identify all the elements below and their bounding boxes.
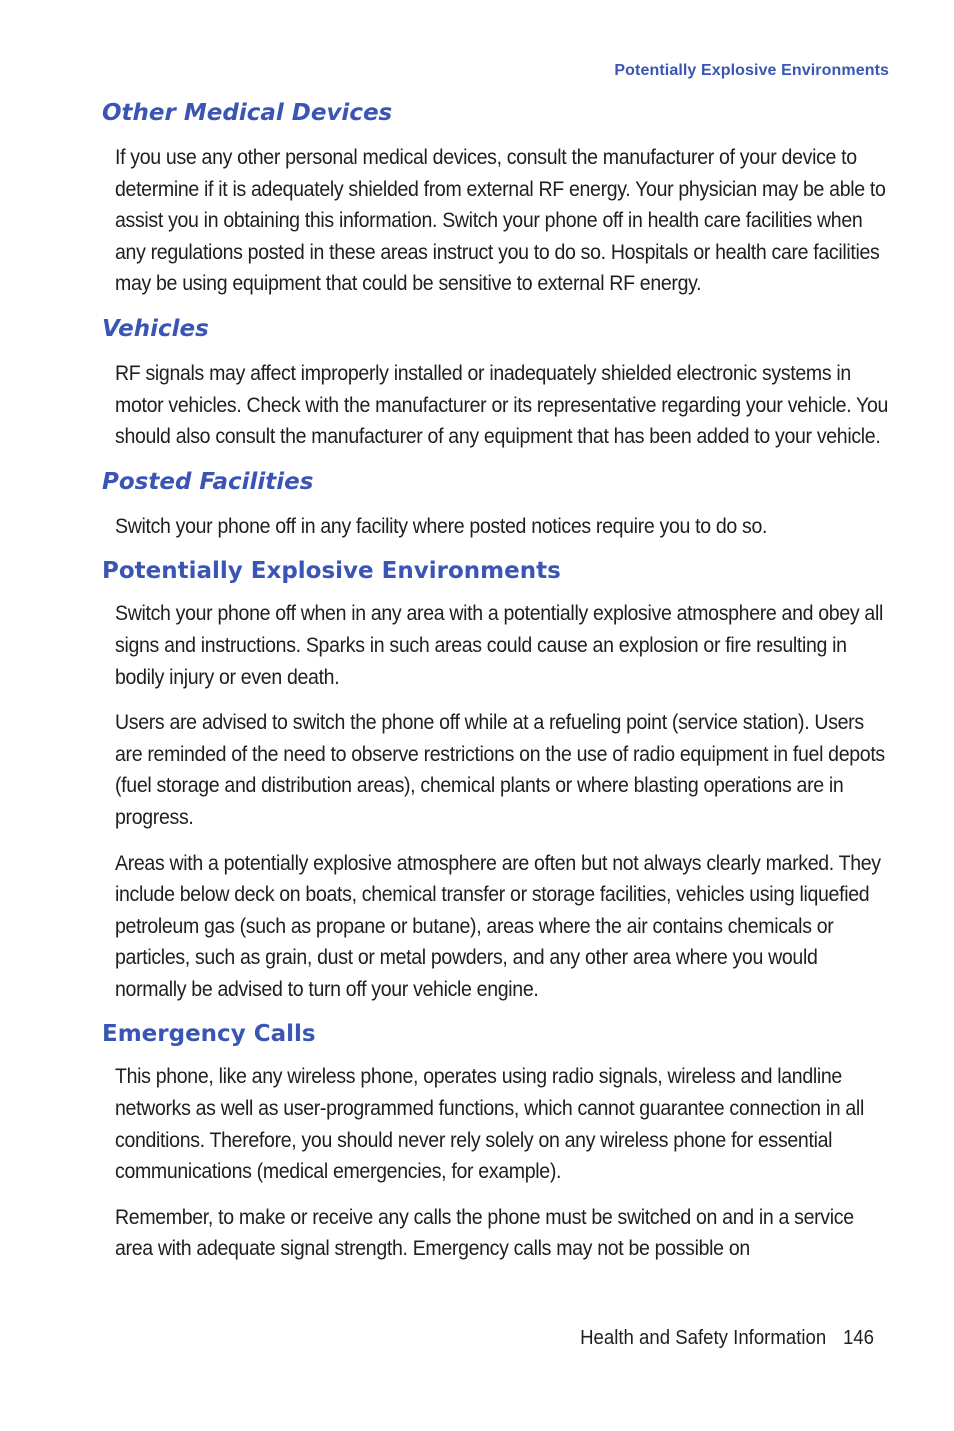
page-footer: [580, 1327, 874, 1350]
paragraph-explosive-1: Switch your phone off when in any area with a potentially explosive atmosphere and obey all signs and instructions. Sparks in such areas could cause an explosion or fire resulting in bodily injury or even death.: [115, 602, 883, 689]
section-posted-facilities: [102, 467, 892, 543]
footer-section-title: Health and Safety Information: [580, 1327, 827, 1349]
heading-other-medical-devices: Other Medical Devices: [102, 100, 393, 126]
heading-explosive-environments: Potentially Explosive Environments: [102, 558, 561, 585]
section-explosive-environments: [102, 556, 892, 1005]
paragraph-other-medical-devices: If you use any other personal medical devices, consult the manufacturer of your device to determine if it is adequately shielded from external RF energy. Your physician may be able to assist you in obtaining this information. Switch your phone off in health care facilities when any regulations posted in these areas instruct you to do so. Hospitals or health care facilities may be using equipment that could be sensitive to external RF energy.: [115, 146, 886, 296]
page-content: [102, 98, 892, 1279]
heading-posted-facilities: Posted Facilities: [102, 468, 314, 495]
paragraph-emergency-2: Remember, to make or receive any calls the phone must be switched on and in a service area with adequate signal strength. Emergency calls may not be possible on: [115, 1205, 854, 1261]
paragraph-posted-facilities: Switch your phone off in any facility where posted notices require you to do so.: [115, 514, 768, 538]
section-other-medical-devices: [102, 98, 892, 300]
running-header: Potentially Explosive Environments: [614, 62, 889, 79]
paragraph-emergency-1: This phone, like any wireless phone, operates using radio signals, wireless and landline networks as well as user-programmed functions, which cannot guarantee connection in all conditions. Therefore, you should never rely solely on any wireless phone for essential communications (medical emergencies, for example).: [115, 1065, 864, 1184]
page-number: 146: [842, 1327, 874, 1349]
heading-emergency-calls: Emergency Calls: [102, 1021, 316, 1048]
section-vehicles: [102, 314, 892, 453]
heading-vehicles: Vehicles: [102, 315, 209, 342]
paragraph-explosive-2: Users are advised to switch the phone off while at a refueling point (service station). Users are reminded of the need to observe restrictions on the use of radio equipment in fuel depots (fuel storage and distribution areas), chemical plants or where blasting operations are in progress.: [115, 711, 885, 829]
paragraph-explosive-3: Areas with a potentially explosive atmosphere are often but not always clearly marked. They include below deck on boats, chemical transfer or storage facilities, vehicles using liquefied petroleum gas (such as propane or butane), areas where the air contains chemicals or particles, such as grain, dust or metal powders, and any other area where you would normally be advised to turn off your vehicle engine.: [115, 851, 881, 1001]
section-emergency-calls: [102, 1019, 892, 1265]
paragraph-vehicles: RF signals may affect improperly installed or inadequately shielded electronic systems in motor vehicles. Check with the manufacturer or its representative regarding your vehicle. You should also consult the manufacturer of any equipment that has been added to your vehicle.: [115, 361, 889, 449]
